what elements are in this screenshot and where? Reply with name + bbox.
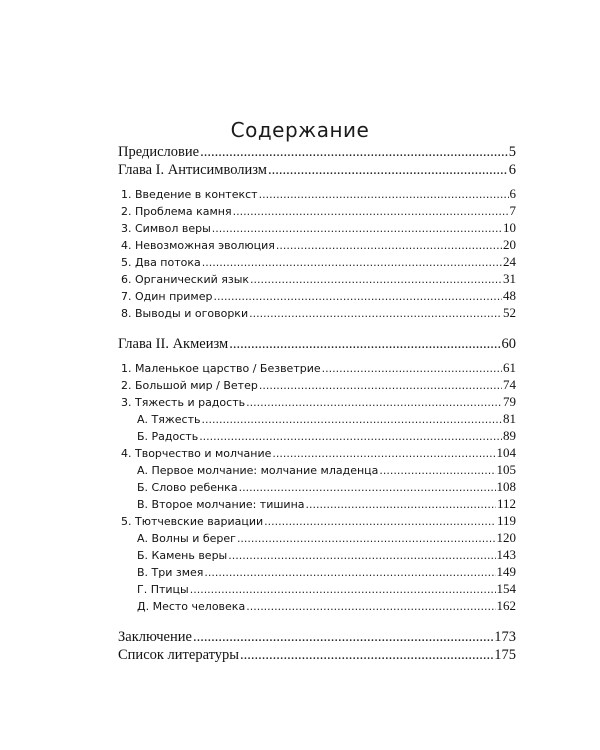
toc-page-number: 89 bbox=[503, 428, 516, 443]
dot-leader bbox=[239, 479, 496, 496]
dot-leader bbox=[306, 496, 496, 513]
toc-section-entry bbox=[118, 287, 516, 304]
toc-page-number: 10 bbox=[503, 220, 516, 235]
toc-section-entry bbox=[118, 270, 516, 287]
toc-subsection-entry bbox=[118, 495, 516, 512]
dot-leader bbox=[228, 547, 495, 564]
toc-entry-title: Предисловие bbox=[118, 144, 200, 160]
dot-leader bbox=[237, 530, 496, 547]
toc-entry-title: 1. Введение в контекст bbox=[121, 188, 258, 201]
dot-leader bbox=[246, 394, 502, 411]
dot-leader bbox=[199, 428, 502, 445]
toc-entry-title: В. Три змея bbox=[137, 566, 204, 579]
toc-entry-title: 5. Два потока bbox=[121, 256, 201, 269]
toc-entry-title: 6. Органический язык bbox=[121, 273, 250, 286]
toc-subsection-entry bbox=[118, 461, 516, 478]
dot-leader bbox=[190, 581, 496, 598]
toc-entry-title: 3. Тяжесть и радость bbox=[121, 396, 246, 409]
toc-page-number: 143 bbox=[496, 547, 516, 562]
dot-leader bbox=[200, 143, 508, 161]
toc-page-number: 81 bbox=[503, 411, 516, 426]
toc-chapter-entry bbox=[118, 628, 516, 646]
toc-entry-title: Б. Слово ребенка bbox=[137, 481, 238, 494]
dot-leader bbox=[193, 628, 493, 646]
toc-page-number: 105 bbox=[496, 462, 516, 477]
toc-section-entry bbox=[118, 304, 516, 321]
toc-entry-title: 3. Символ веры bbox=[121, 222, 211, 235]
dot-leader bbox=[276, 237, 502, 254]
dot-leader bbox=[259, 377, 502, 394]
toc-page-number: 48 bbox=[503, 288, 516, 303]
toc-entry-title: Г. Птицы bbox=[137, 583, 189, 596]
toc-page-number: 175 bbox=[494, 647, 516, 663]
toc-section-entry bbox=[118, 236, 516, 253]
toc-section-entry bbox=[118, 202, 516, 219]
toc-subsection-entry bbox=[118, 597, 516, 614]
dot-leader bbox=[272, 445, 495, 462]
toc-page-number: 79 bbox=[503, 394, 516, 409]
toc-chapter-entry bbox=[118, 161, 516, 179]
toc-entry-title: 2. Проблема камня bbox=[121, 205, 232, 218]
toc-subsection-entry bbox=[118, 580, 516, 597]
toc-subsection-entry bbox=[118, 546, 516, 563]
toc-entry-title: 1. Маленькое царство / Безветрие bbox=[121, 362, 321, 375]
toc-section-entry bbox=[118, 219, 516, 236]
toc-page-number: 154 bbox=[496, 581, 516, 596]
toc-section-entry bbox=[118, 253, 516, 270]
toc-subsection-entry bbox=[118, 563, 516, 580]
toc-entry-title: В. Второе молчание: тишина bbox=[137, 498, 305, 511]
toc-page-number: 61 bbox=[503, 360, 516, 375]
dot-leader bbox=[201, 411, 502, 428]
toc-entry-title: Б. Камень веры bbox=[137, 549, 228, 562]
toc-page-number: 5 bbox=[508, 144, 516, 160]
toc-entry-title: А. Первое молчание: молчание младенца bbox=[137, 464, 379, 477]
toc-entry-title: 5. Тютчевские вариации bbox=[121, 515, 264, 528]
toc-entry-title: 4. Творчество и молчание bbox=[121, 447, 272, 460]
toc-section-entry bbox=[118, 444, 516, 461]
toc-chapter-entry bbox=[118, 646, 516, 664]
dot-leader bbox=[213, 288, 502, 305]
toc-page-number: 20 bbox=[503, 237, 516, 252]
toc-chapter-entry bbox=[118, 143, 516, 161]
toc-chapter-entry bbox=[118, 335, 516, 353]
toc-entry-title: 7. Один пример bbox=[121, 290, 213, 303]
dot-leader bbox=[202, 254, 502, 271]
dot-leader bbox=[246, 598, 495, 615]
dot-leader bbox=[250, 271, 502, 288]
toc-page-number: 120 bbox=[496, 530, 516, 545]
toc-entry-title: 4. Невозможная эволюция bbox=[121, 239, 275, 252]
dot-leader bbox=[268, 161, 508, 179]
toc-page-number: 162 bbox=[496, 598, 516, 613]
toc-page-number: 104 bbox=[496, 445, 516, 460]
dot-leader bbox=[259, 186, 509, 203]
dot-leader bbox=[249, 305, 502, 322]
toc-subsection-entry bbox=[118, 427, 516, 444]
toc-section-entry bbox=[118, 376, 516, 393]
toc-page-number: 24 bbox=[503, 254, 516, 269]
dot-leader bbox=[264, 513, 496, 530]
toc-entry-title: Б. Радость bbox=[137, 430, 199, 443]
dot-leader bbox=[212, 220, 502, 237]
toc-subsection-entry bbox=[118, 410, 516, 427]
toc-entry-title: Список литературы bbox=[118, 647, 240, 663]
dot-leader bbox=[240, 646, 493, 664]
toc-entry-title: А. Волны и берег bbox=[137, 532, 236, 545]
toc-page-number: 52 bbox=[503, 305, 516, 320]
toc-entry-title: А. Тяжесть bbox=[137, 413, 201, 426]
dot-leader bbox=[233, 203, 509, 220]
section-spacer bbox=[118, 321, 516, 335]
toc-page-number: 7 bbox=[509, 203, 516, 218]
dot-leader bbox=[322, 360, 502, 377]
toc-page-number: 31 bbox=[503, 271, 516, 286]
toc-section-entry bbox=[118, 359, 516, 376]
toc-entry-title: Заключение bbox=[118, 629, 192, 645]
toc-page-number: 74 bbox=[503, 377, 516, 392]
toc-page-number: 108 bbox=[496, 479, 516, 494]
dot-leader bbox=[229, 335, 500, 353]
toc-section-entry bbox=[118, 185, 516, 202]
toc-page-number: 149 bbox=[496, 564, 516, 579]
toc-section-entry bbox=[118, 512, 516, 529]
page-title: Содержание bbox=[230, 118, 370, 143]
toc-subsection-entry bbox=[118, 529, 516, 546]
table-of-contents bbox=[118, 143, 516, 664]
toc-entry-title: 2. Большой мир / Ветер bbox=[121, 379, 258, 392]
toc-entry-title: Глава II. Акмеизм bbox=[118, 336, 229, 352]
toc-entry-title: Глава I. Антисимволизм bbox=[118, 162, 267, 178]
toc-page-number: 60 bbox=[501, 336, 516, 352]
toc-subsection-entry bbox=[118, 478, 516, 495]
toc-page-number: 119 bbox=[496, 513, 516, 528]
toc-entry-title: Д. Место человека bbox=[137, 600, 246, 613]
section-spacer bbox=[118, 614, 516, 628]
toc-page-number: 6 bbox=[508, 162, 516, 178]
dot-leader bbox=[204, 564, 495, 581]
toc-entry-title: 8. Выводы и оговорки bbox=[121, 307, 249, 320]
toc-page-number: 112 bbox=[496, 496, 516, 511]
toc-page-number: 6 bbox=[509, 186, 516, 201]
dot-leader bbox=[379, 462, 495, 479]
toc-page-number: 173 bbox=[494, 629, 516, 645]
toc-section-entry bbox=[118, 393, 516, 410]
